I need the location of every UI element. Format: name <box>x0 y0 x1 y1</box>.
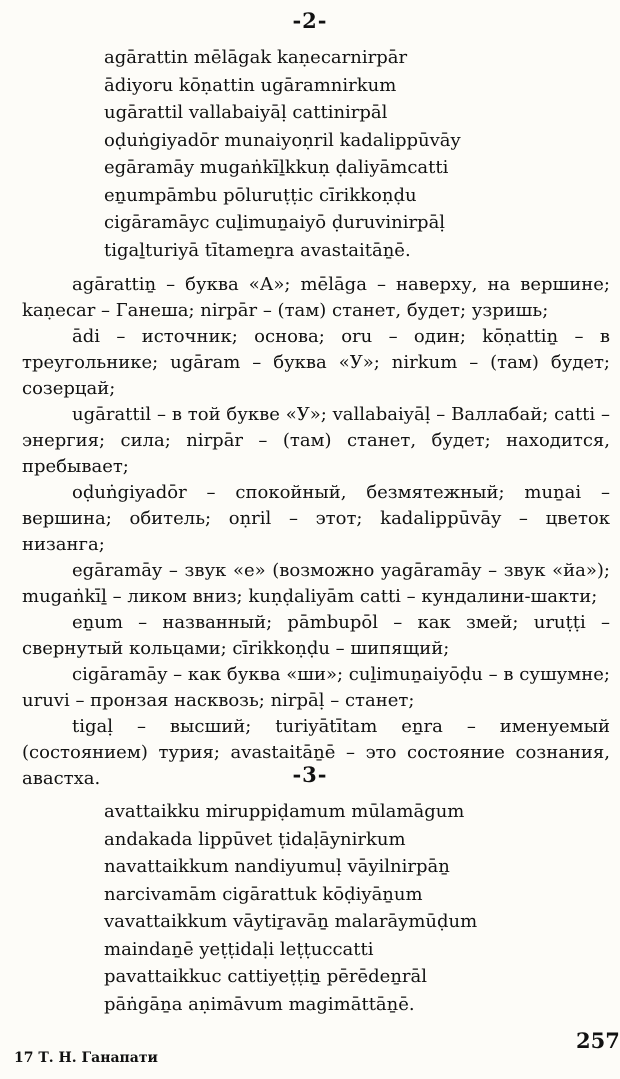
gloss-paragraph: egāramāy – звук «е» (возможно yagāramāy – звук «йа»); mugaṅkīḻ – ликом вниз; kuṇḍaliyām catti – кундалини-шакти; <box>22 560 610 607</box>
verse-line: ugārattil vallabaiyāḷ cattinirpāl <box>104 102 388 123</box>
gloss-paragraph: eṉum – названный; pāmbupōl – как змей; uruṭṭi – свернутый кольцами; cīrikkoṇḍu – шипящий; <box>22 612 610 659</box>
verse-line: oḍuṅgiyadōr munaiyoṇril kadalippūvāy <box>104 129 461 151</box>
verse-line: narcivamām cigārattuk kōḍiyāṉum <box>104 883 423 905</box>
verse-line: pāṅgāṉa aṇimāvum magimāttāṉē. <box>104 993 415 1015</box>
gloss-paragraph: tigaḷ – высший; turiyātītam eṉra – именуемый (состоянием) турия; avastaitāṉē – это состояние сознания, авастха. <box>22 716 610 789</box>
section-3-heading: -3- <box>292 762 328 787</box>
gloss-paragraph: agārattiṉ – буква «А»; mēlāga – наверху, на вершине; kaṇecar – Ганеша; nirpār – (там) станет, будет; узришь; <box>22 274 610 321</box>
section-2-verse <box>104 44 461 264</box>
verse-line: navattaikkum nandiyumuḷ vāyilnirpāṉ <box>104 856 450 877</box>
verse-line: pavattaikkuc cattiyeṭṭiṉ pērēdeṉrāl <box>104 966 428 987</box>
verse-line: cigāramāyc cuḻimuṉaiyō ḍuruvinirpāḷ <box>104 212 446 233</box>
page-number: 257 <box>576 1028 620 1053</box>
section-3-verse <box>104 798 477 1018</box>
verse-line: ādiyoru kōṇattin ugāramnirkum <box>104 74 397 96</box>
gloss-paragraph: ugārattil – в той букве «У»; vallabaiyāḷ – Валлабай; catti – энергия; сила; nirpār – (там) станет, будет; находится, пребывает; <box>22 404 610 477</box>
gloss-paragraph: cigāramāy – как буква «ши»; cuḻimuṉaiyōḍu – в сушумне; uruvi – пронзая насквозь; nirpāḷ – станет; <box>22 664 610 711</box>
verse-line: vavattaikkum vāytiṟavāṉ malarāymūḍum <box>104 911 478 932</box>
verse-line: tigaḻturiyā tītameṉra avastaitāṉē. <box>104 239 411 261</box>
verse-line: eṉumpāmbu pōluruṭṭic cīrikkoṇḍu <box>104 184 417 206</box>
verse-line: egāramāy mugaṅkīḻkkuṇ ḍaliyāmcatti <box>104 157 449 178</box>
section-2-heading: -2- <box>292 8 328 33</box>
gloss-paragraph: oḍuṅgiyadōr – спокойный, безмятежный; muṉai – вершина; обитель; oṇril – этот; kadalippūvāy – цветок низанга; <box>22 482 610 555</box>
gloss-paragraph: ādi – источник; основа; oru – один; kōṇattiṉ – в треугольнике; ugāram – буква «У»; nirkum – (там) будет; созерцай; <box>22 326 610 399</box>
verse-line: andakada lippūvet ṭidaḷāynirkum <box>104 828 406 850</box>
verse-line: agārattin mēlāgak kaṇecarnirpār <box>104 47 408 68</box>
section-2-glossary <box>22 272 610 792</box>
verse-line: avattaikku miruppiḍamum mūlamāgum <box>104 801 465 822</box>
footer-signature: 17 Т. Н. Ганапати <box>14 1050 158 1066</box>
verse-line: maindaṉē yeṭṭidaḷi leṭṭuccatti <box>104 938 374 960</box>
